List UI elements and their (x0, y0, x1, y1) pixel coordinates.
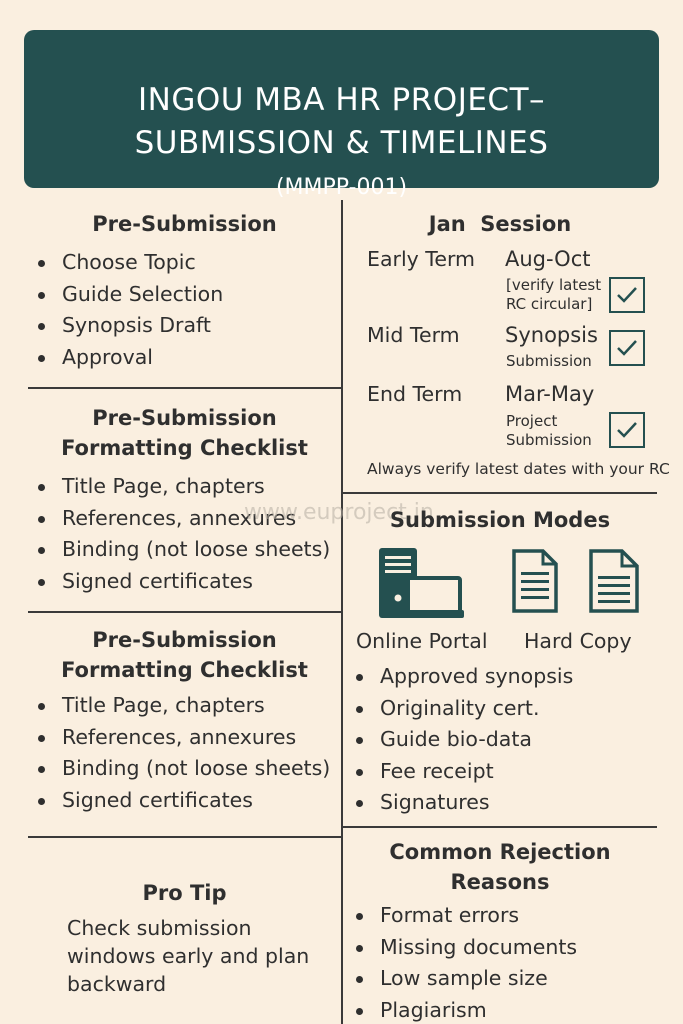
term-note-line: RC circular] (506, 295, 593, 313)
jan-session-title: Jan Session (428, 212, 572, 236)
list-item: Format errors (354, 900, 577, 932)
submission-modes-title: Submission Modes (389, 508, 611, 532)
list-item: Fee receipt (354, 756, 573, 788)
formatting-checklist-title (28, 403, 341, 463)
computer-icon (378, 546, 466, 620)
list-item: Signed certificates (36, 785, 330, 817)
rejection-title (343, 837, 657, 897)
formatting-checklist-title-line-1: Pre-Submission (92, 628, 277, 652)
list-item: Approval (36, 342, 223, 374)
term-value-end: Mar-May (505, 382, 595, 406)
term-note-mid (506, 352, 592, 371)
term-note-line: Project (506, 412, 558, 430)
list-item: Binding (not loose sheets) (36, 534, 330, 566)
term-label-end: End Term (367, 382, 463, 406)
term-note-end (506, 412, 592, 450)
online-portal-label: Online Portal (356, 629, 488, 653)
term-label-mid: Mid Term (367, 323, 460, 347)
pro-tip-text (67, 914, 309, 998)
formatting-checklist-list-duplicate (36, 690, 330, 816)
column-divider (341, 200, 343, 1024)
pro-tip-title: Pro Tip (142, 881, 227, 905)
hard-copy-label: Hard Copy (524, 629, 632, 653)
formatting-checklist-title-duplicate (28, 625, 341, 685)
list-item: References, annexures (36, 503, 330, 535)
document-icon (588, 548, 640, 614)
rejection-list (354, 900, 577, 1024)
title-line-1: INGOU MBA HR PROJECT– (137, 82, 546, 118)
pre-submission-list (36, 247, 223, 373)
document-icon (511, 548, 559, 614)
divider-left-3 (28, 836, 341, 838)
divider-left-2 (28, 611, 341, 613)
pro-tip-line: Check submission (67, 916, 252, 940)
pro-tip-line: windows early and plan (67, 944, 310, 968)
rejection-title-line-2: Reasons (450, 870, 550, 894)
formatting-checklist-list (36, 471, 330, 597)
formatting-checklist-title-line-1: Pre-Submission (92, 406, 277, 430)
list-item: Signed certificates (36, 566, 330, 598)
divider-right-1 (343, 492, 657, 494)
check-icon (616, 286, 638, 304)
submission-requirements-list (354, 661, 573, 819)
list-item: Approved synopsis (354, 661, 573, 693)
list-item: Title Page, chapters (36, 690, 330, 722)
list-item: Signatures (354, 787, 573, 819)
term-note-line: Submission (506, 431, 592, 449)
pro-tip-line: backward (67, 972, 167, 996)
rejection-title-line-1: Common Rejection (389, 840, 611, 864)
term-value-early: Aug-Oct (505, 247, 591, 271)
list-item: References, annexures (36, 722, 330, 754)
list-item: Plagiarism (354, 995, 577, 1024)
list-item: Low sample size (354, 963, 577, 995)
title-line-2: SUBMISSION & TIMELINES (134, 125, 549, 161)
title-code: (MMPP-001) (275, 175, 408, 200)
list-item: Synopsis Draft (36, 310, 223, 342)
formatting-checklist-title-line-2: Formatting Checklist (61, 658, 308, 682)
divider-right-2 (343, 826, 657, 828)
checkbox-mid[interactable] (609, 330, 645, 366)
check-icon (616, 339, 638, 357)
watermark: www.euproject.in (244, 500, 434, 525)
session-footer-note: Always verify latest dates with your RC (367, 460, 670, 478)
formatting-checklist-title-line-2: Formatting Checklist (61, 436, 308, 460)
list-item: Title Page, chapters (36, 471, 330, 503)
list-item: Guide Selection (36, 279, 223, 311)
list-item: Guide bio-data (354, 724, 573, 756)
pre-submission-title: Pre-Submission (92, 212, 277, 236)
checkbox-end[interactable] (609, 412, 645, 448)
check-icon (616, 421, 638, 439)
list-item: Choose Topic (36, 247, 223, 279)
term-note-line: Submission (506, 352, 592, 370)
divider-left-1 (28, 387, 341, 389)
term-note-line: [verify latest (506, 276, 602, 294)
term-note-early (506, 276, 601, 314)
term-value-mid: Synopsis (505, 323, 598, 347)
checkbox-early[interactable] (609, 277, 645, 313)
header-banner (24, 30, 659, 200)
list-item: Missing documents (354, 932, 577, 964)
list-item: Originality cert. (354, 693, 573, 725)
list-item: Binding (not loose sheets) (36, 753, 330, 785)
term-label-early: Early Term (367, 247, 475, 271)
